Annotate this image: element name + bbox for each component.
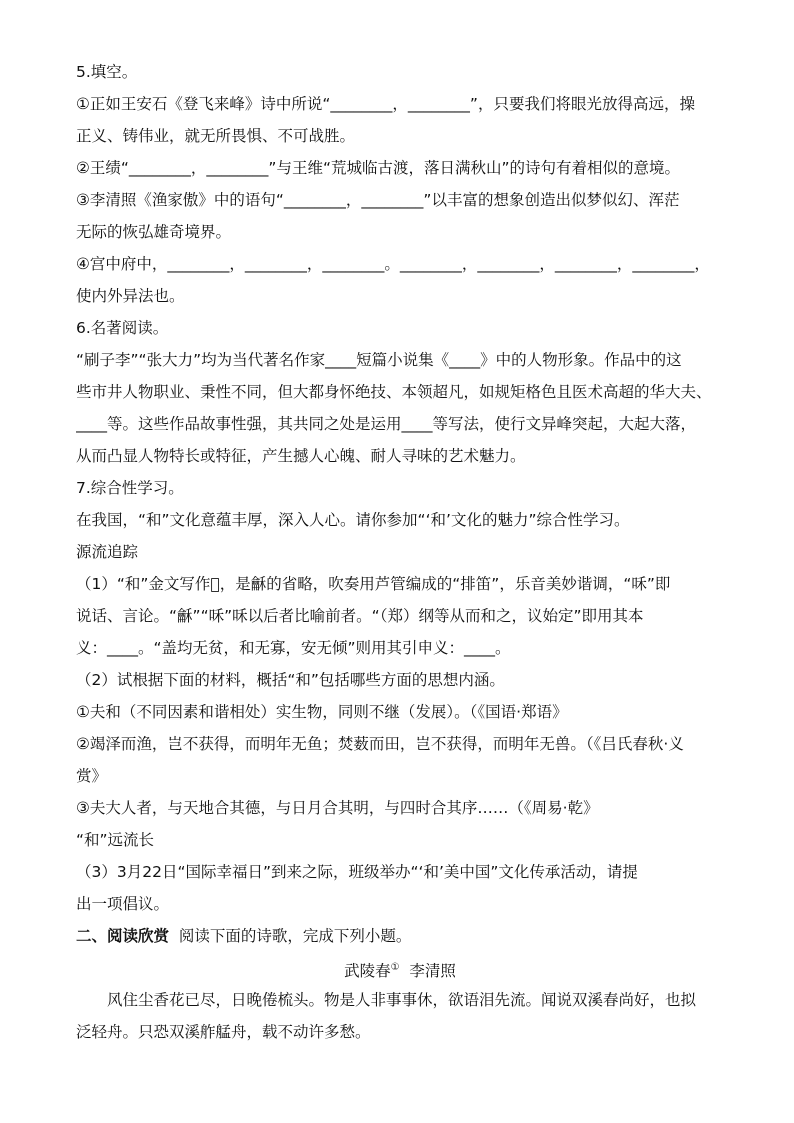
q6-text-1: “刷子李”“张大力”均为当代著名作家____短篇小说集《____》中的人物形象。作品中的这 [76,351,682,369]
q7-material2-cont: 赏》 [76,767,108,785]
q5-item4: ④宫中府中，________，________，________。________，________，________，________， [76,255,710,273]
q7-part1-text-g: ” [224,607,233,625]
section2-heading: 二、阅读欣赏 [76,927,170,945]
poem-title: 武陵春 [344,962,391,981]
q7-part1-text-c: 的省略，吹奏用芦管编成的“排笛”，乐音美妙谐调，“ [266,575,632,593]
ancient-glyph: 咊 [631,575,647,593]
q7-part1-line1 [76,573,724,595]
q7-part3: （3）3月22日“国际幸福日”到来之际，班级举办“‘和’美中国”文化传承活动，请提 [76,863,638,881]
ancient-glyph: 咊 [232,607,248,625]
q7-part3-cont: 出一项倡议。 [76,895,170,913]
section2-instruction: 阅读下面的诗歌，完成下列小题。 [178,927,412,945]
q5-item3-cont: 无际的恢弘雄奇境界。 [76,223,232,241]
q6-text-3: ____等。这些作品故事性强，其共同之处是运用____等写法，使行文异峰突起，大起大落， [76,415,697,433]
ancient-glyph: 咊 [208,607,225,625]
ancient-glyph: 龢 [177,607,193,625]
ancient-glyph: 龢 [250,575,267,593]
q7-part1-text-d: ”即 [646,575,671,593]
poem-note-mark: ① [390,962,400,973]
q6-text-4: 从而凸显人物特长或特征，产生撼人心魄、耐人寻味的艺术魅力。 [76,447,526,465]
q7-part1-text-b: ，是 [219,575,251,593]
poem-line-2: 泛轻舟。只恐双溪舴艋舟，载不动许多愁。 [76,1023,371,1041]
q5-item2: ②王绩“________，________”与王维“荒城临古渡，落日满秋山”的诗句有着相似的意境。 [76,159,681,177]
q5-title: 5.填空。 [76,63,138,81]
q7-part1-text-e: 说话、言论。“ [76,607,178,625]
q7-part1-line3: 义：____。“盖均无贫，和无寡，安无倾”则用其引申义：____。 [76,639,511,657]
q7-material2: ②竭泽而渔，岂不获得，而明年无鱼；焚薮而田，岂不获得，而明年无兽。（《吕氏春秋·义 [76,735,684,753]
poem-author: 李清照 [409,962,456,981]
q6-title: 6.名著阅读。 [76,319,169,337]
poem-line-1: 风住尘香花已尽，日晚倦梳头。物是人非事事休，欲语泪先流。闻说双溪春尚好，也拟 [107,991,697,1009]
q7-material3: ③夫大人者，与天地合其德，与日月合其明，与四时合其序……（《周易·乾》 [76,799,599,817]
section2-heading-line [76,925,724,947]
q5-item1-cont: 正义、铸伟业，就无所畏惧、不可战胜。 [76,127,356,145]
q7-part1-text-a: （1）“和”金文写作 [76,575,211,593]
q5-item1: ①正如王安石《登飞来峰》诗中所说“________，________”，只要我们将眼光放得高远，操 [76,95,695,113]
q7-sub-heading-source: 源流追踪 [76,543,139,561]
q7-part2: （2）试根据下面的材料，概括“和”包括哪些方面的思想内涵。 [76,671,505,689]
q7-intro: 在我国，“和”文化意蕴丰厚，深入人心。请你参加“‘和’文化的魅力”综合性学习。 [76,511,630,529]
q7-part1-text-h: 以后者比喻前者。“（郑）纲等从而和之，议始定”即用其本 [247,607,644,625]
q5-item3: ③李清照《渔家傲》中的语句“________，________”以丰富的想象创造出似梦似幻、浑茫 [76,191,680,209]
q6-text-2: 些市井人物职业、秉性不同，但大都身怀绝技、本领超凡，如规矩格色且医术高超的华大夫、 [76,383,712,401]
poem-title-line [76,957,724,982]
q7-title: 7.综合性学习。 [76,479,184,497]
q7-material1: ①夫和（不同因素和谐相处）实生物，同则不继（发展）。（《国语·郑语》 [76,703,568,721]
q7-sub-heading-flow: “和”远流长 [76,831,155,849]
q5-item4-cont: 使内外异法也。 [76,287,185,305]
q7-part1-line2 [76,605,724,627]
ancient-glyph: 𢍩 [210,575,220,593]
q7-part1-text-f: ”“ [192,607,209,625]
